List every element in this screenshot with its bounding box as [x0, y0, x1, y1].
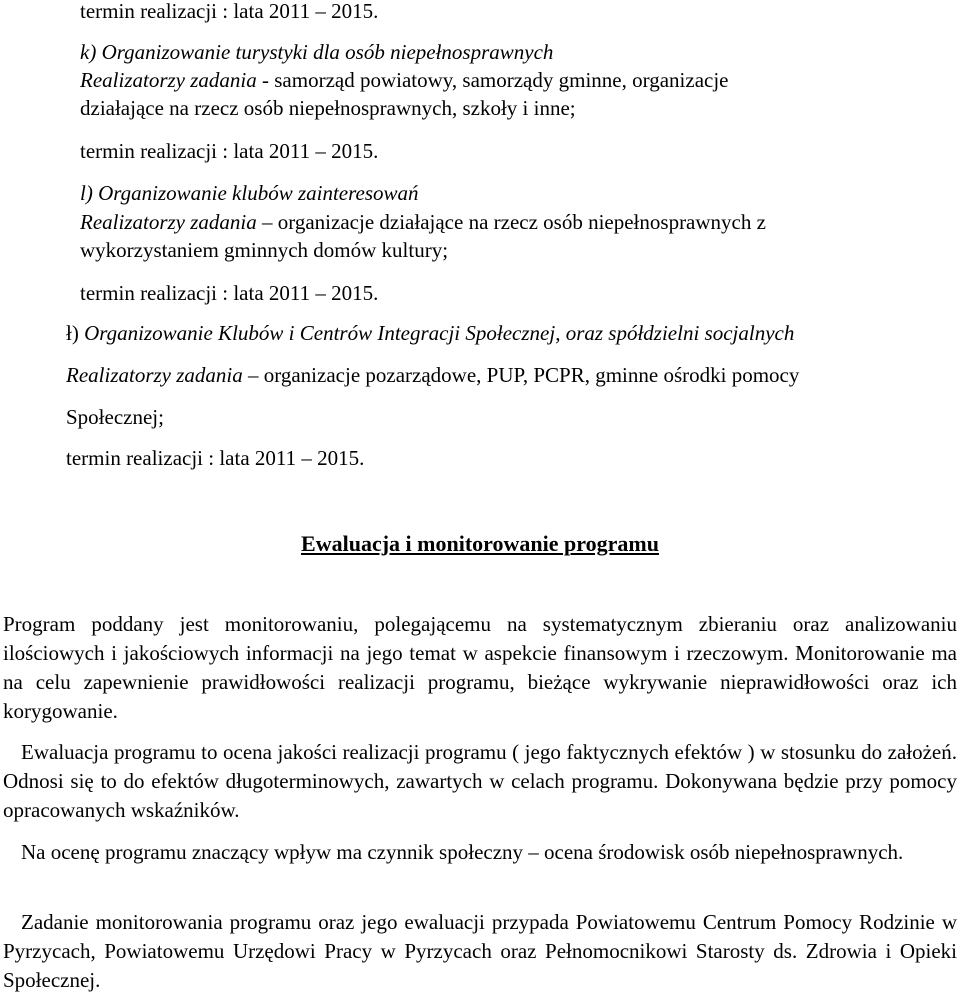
paragraph-text: Ewaluacja programu to ocena jakości realizacji programu ( jego faktycznych efektów ) w stosunku do założeń. Odnosi się to do efektów długoterminowych, zawartych w celach programu. Dokonywana będzie przy pomocy opracowanych wskaźników. — [3, 740, 957, 822]
item-l-stroke-realizers-label: Realizatorzy zadania — [66, 363, 243, 387]
item-l-stroke-realizers-line2: Społecznej; — [66, 405, 164, 429]
item-l-realizers-label: Realizatorzy zadania — [80, 210, 257, 234]
paragraph-responsibility — [3, 908, 957, 995]
item-l-stroke-realizers-line1 — [66, 362, 799, 389]
paragraph-evaluation — [3, 738, 957, 825]
item-k-realizers-line2: działające na rzecz osób niepełnosprawnych, szkoły i inne; — [80, 96, 576, 120]
item-l-stroke-title-text: Organizowanie Klubów i Centrów Integracji Społecznej, oraz spółdzielni socjalnych — [78, 321, 795, 345]
section-heading: Ewaluacja i monitorowanie programu — [301, 531, 659, 556]
item-l-stroke-realizers-text: – organizacje pozarządowe, PUP, PCPR, gminne ośrodki pomocy — [242, 363, 800, 387]
paragraph-text: Program poddany jest monitorowaniu, polegającemu na systematycznym zbieraniu oraz analizowaniu ilościowych i jakościowych informacji na jego temat w aspekcie finansowym i rzeczowym. Monitorowanie ma na celu zapewnienie prawidłowości realizacji programu, bieżące wykrywanie nieprawidłowości oraz ich korygowanie. — [3, 612, 957, 723]
item-k-term: termin realizacji : lata 2011 – 2015. — [80, 139, 379, 163]
paragraph-monitoring — [3, 610, 957, 726]
item-l-stroke-title — [66, 320, 794, 347]
paragraph-text: Na ocenę programu znaczący wpływ ma czynnik społeczny – ocena środowisk osób niepełnosprawnych. — [21, 840, 904, 864]
term-top: termin realizacji : lata 2011 – 2015. — [80, 0, 379, 23]
item-l-realizers-text: – organizacje działające na rzecz osób niepełnosprawnych z — [256, 210, 766, 234]
item-l-stroke-prefix: ł) — [66, 321, 79, 345]
paragraph-assessment — [3, 838, 957, 867]
item-k-realizers-label: Realizatorzy zadania — [80, 68, 257, 92]
item-l-realizers-line1 — [80, 209, 766, 236]
paragraph-text: Zadanie monitorowania programu oraz jego ewaluacji przypada Powiatowemu Centrum Pomocy Rodzinie w Pyrzycach, Powiatowemu Urzędowi Pracy w Pyrzycach oraz Pełnomocnikowi Starosty ds. Zdrowia i Opieki Społecznej. — [3, 910, 957, 992]
item-l-stroke-term: termin realizacji : lata 2011 – 2015. — [66, 446, 365, 470]
item-k-realizers-line1 — [80, 67, 729, 94]
item-k-title: k) Organizowanie turystyki dla osób niepełnosprawnych — [80, 40, 554, 64]
item-l-title: l) Organizowanie klubów zainteresowań — [80, 181, 419, 205]
item-k-realizers-text: - samorząd powiatowy, samorządy gminne, organizacje — [256, 68, 729, 92]
item-l-realizers-line2: wykorzystaniem gminnych domów kultury; — [80, 238, 449, 262]
item-l-term: termin realizacji : lata 2011 – 2015. — [80, 281, 379, 305]
